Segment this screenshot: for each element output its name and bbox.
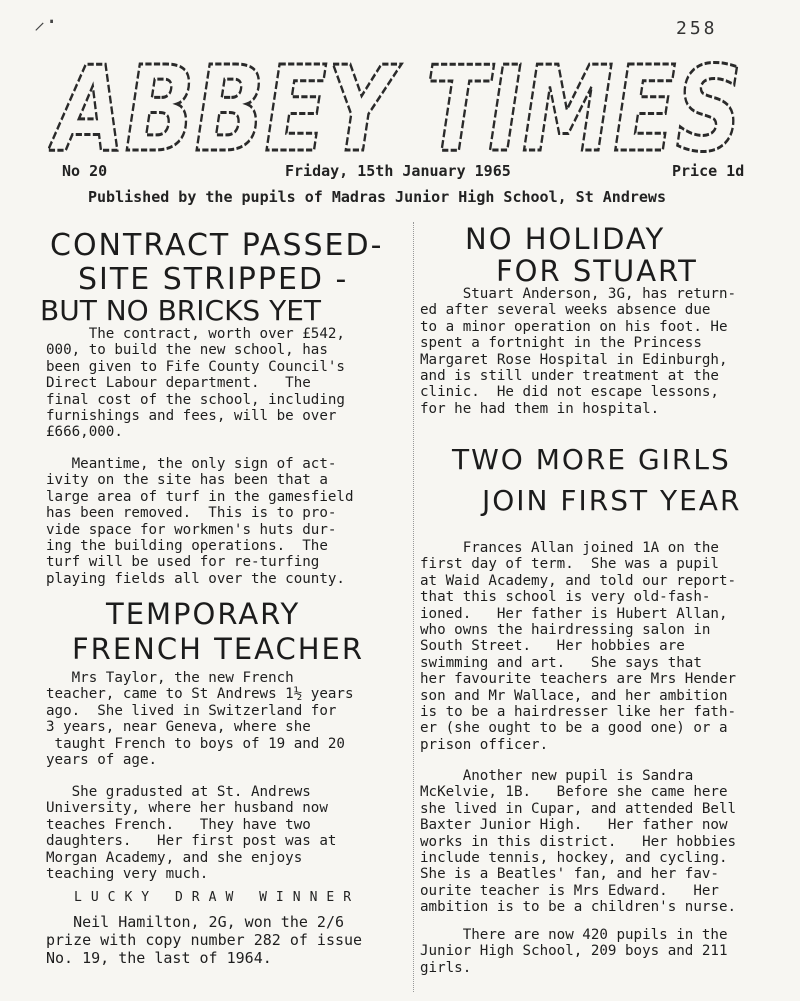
girls-paragraph-1: Frances Allan joined 1A on the first day of term. She was a pupil at Waid Academy, and told our report- that this school is very old-fash- ioned. Her father is Hubert Allan, who owns the hairdressing salon in South Street. Her hobbies are swimming and art. She says that her favourite teachers are Mrs Hender son and Mr Wallace, and her ambition is to be a hairdresser like her fath- er (she ought to be a good one) or a prison officer. — [420, 540, 737, 753]
page-number: 258 — [676, 18, 718, 39]
contract-headline-line-2: SITE STRIPPED - — [78, 262, 349, 297]
girls-paragraph-2: Another new pupil is Sandra McKelvie, 1B. Before she came here she lived in Cupar, and attended Bell Baxter Junior High. Her father now works in this district. Her hobbies include tennis, hockey, and cycling. She is a Beatles' fan, and her fav- ourite teacher is Mrs Edward. Her ambition is to be a children's nurse. — [420, 768, 737, 916]
issue-date: Friday, 15th January 1965 — [285, 162, 511, 180]
girls-headline-line-2: JOIN FIRST YEAR — [482, 484, 742, 517]
french-paragraph-1: Mrs Taylor, the new French teacher, came to St Andrews 1½ years ago. She lived in Switzerland for 3 years, near Geneva, where she taught French to boys of 19 and 20 years of age. — [46, 670, 354, 769]
contract-paragraph-2: Meantime, the only sign of act- ivity on the site has been that a large area of turf in the gamesfield has been removed. This is to pro- vide space for workmen's huts dur- ing the building operations. The turf will be used for re-turfing playing fields all over the county. — [46, 456, 354, 587]
issue-price: Price 1d — [672, 162, 745, 180]
girls-headline-line-1: TWO MORE GIRLS — [452, 443, 731, 476]
masthead-title: ABBEY TIMES — [48, 40, 742, 164]
french-paragraph-2: She gradusted at St. Andrews University, where her husband now teaches French. They have two daughters. Her first post was at Morgan Academy, and she enjoys teaching very much. — [46, 784, 337, 883]
contract-headline-line-1: CONTRACT PASSED- — [50, 228, 384, 263]
stuart-paragraph: Stuart Anderson, 3G, has return- ed after several weeks absence due to a minor operation on his foot. He spent a fortnight in the Princess Margaret Rose Hospital in Edinburgh, and is still under treatment at the clinic. He did not escape lessons, for he had them in hospital. — [420, 286, 737, 417]
publisher-line: Published by the pupils of Madras Junior High School, St Andrews — [88, 188, 666, 206]
corner-mark: ⸝· — [34, 10, 59, 35]
lucky-draw-headline: LUCKY DRAW WINNER — [74, 890, 361, 905]
stuart-headline-line-1: NO HOLIDAY — [465, 222, 666, 256]
column-divider — [413, 222, 414, 992]
french-headline-line-2: FRENCH TEACHER — [72, 632, 365, 666]
contract-paragraph-1: The contract, worth over £542, 000, to build the new school, has been given to Fife County Council's Direct Labour department. The final cost of the school, including furnishings and fees, will be over £666,000. — [46, 326, 345, 441]
french-headline-line-1: TEMPORARY — [106, 597, 301, 631]
stuart-headline-line-2: FOR STUART — [496, 254, 698, 288]
masthead-logo — [48, 34, 748, 164]
lucky-draw-paragraph: Neil Hamilton, 2G, won the 2/6 prize with copy number 282 of issue No. 19, the last of 1964. — [46, 913, 363, 967]
girls-paragraph-3: There are now 420 pupils in the Junior High School, 209 boys and 211 girls. — [420, 927, 728, 976]
issue-number: No 20 — [62, 162, 108, 180]
contract-headline-line-3: BUT NO BRICKS YET — [40, 294, 321, 327]
